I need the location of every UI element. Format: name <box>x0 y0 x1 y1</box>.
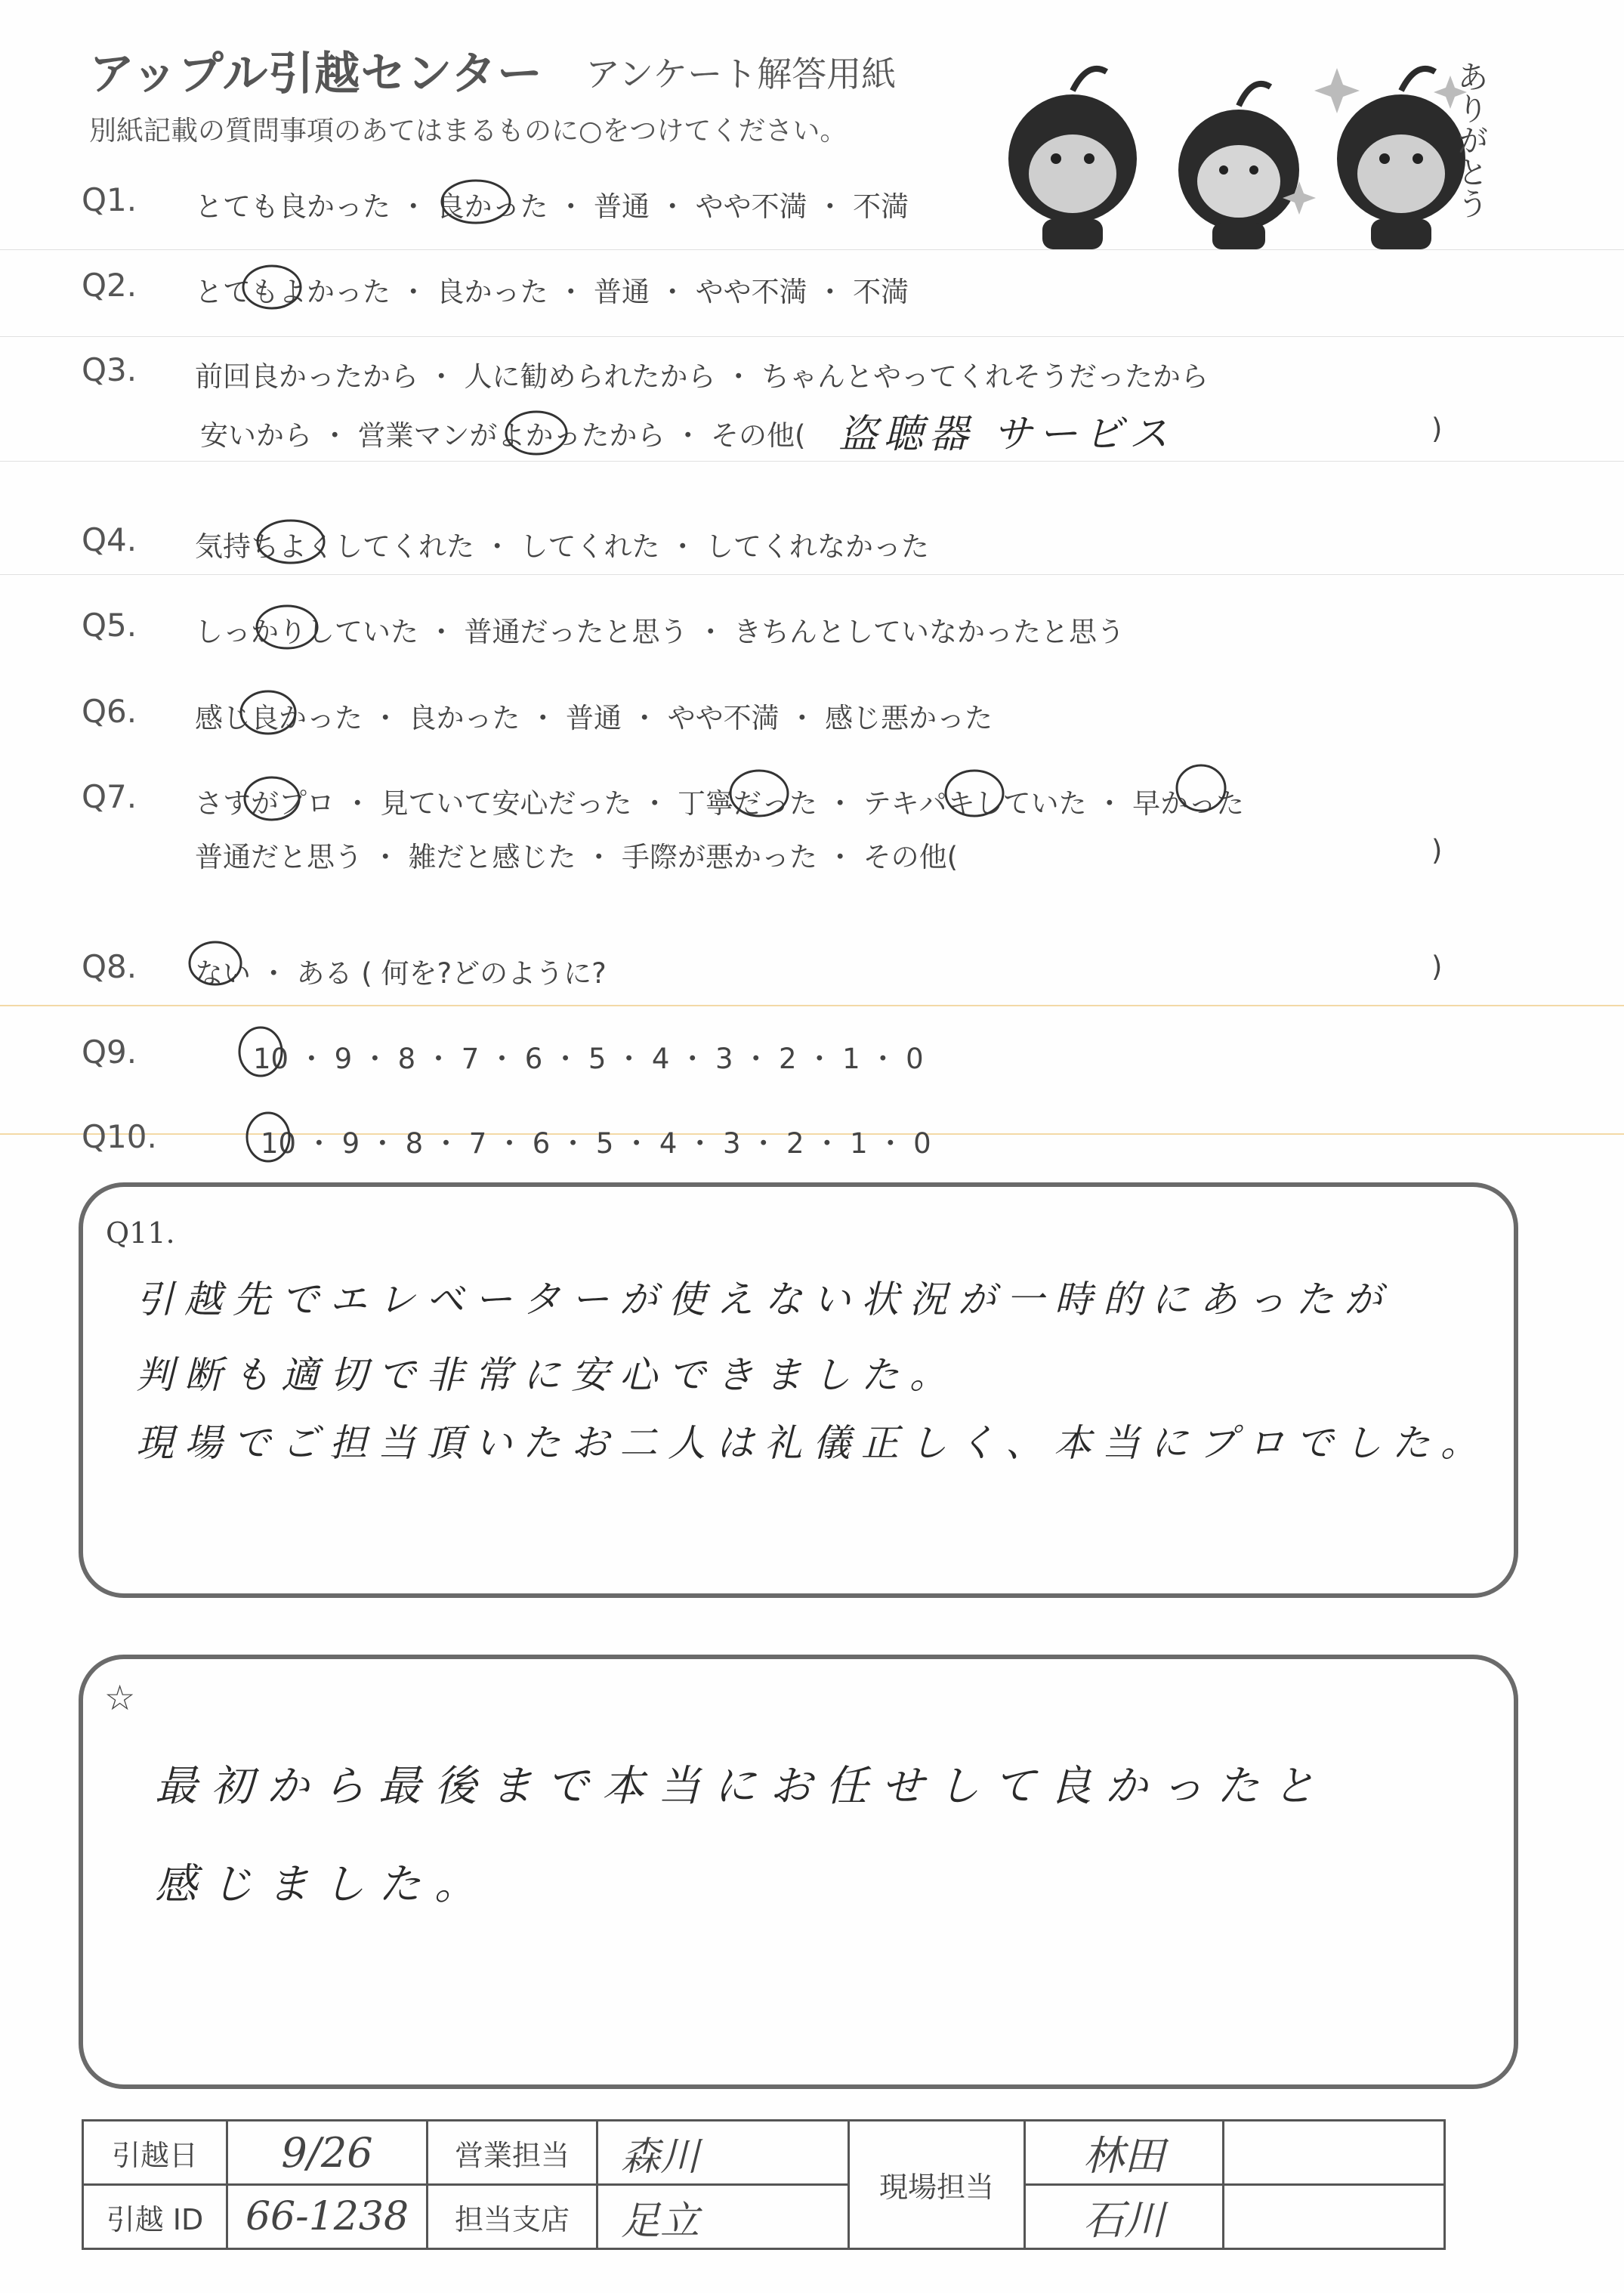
sales-rep-label: 営業担当 <box>428 2121 597 2185</box>
answer-circle-mark <box>434 175 517 228</box>
monkey-icon <box>1008 69 1137 249</box>
q3-label: Q3. <box>82 351 137 388</box>
field-staff-label: 現場担当 <box>849 2121 1025 2249</box>
monkey-icon <box>1178 84 1299 249</box>
q3-other-answer: 盗聴器 サービス <box>838 412 1175 457</box>
q10-options: 10 ・ 9 ・ 8 ・ 7 ・ 6 ・ 5 ・ 4 ・ 3 ・ 2 ・ 1 ・ 0 <box>261 1127 931 1160</box>
monkey-mascots <box>982 45 1496 249</box>
q7-line2: 普通だと思う ・ 雑だと感じた ・ 手際が悪かった ・ その他( <box>195 841 959 873</box>
q4-label: Q4. <box>82 521 137 558</box>
answer-circle-mark <box>238 772 306 825</box>
q11-comment-line-3: 現場でご担当頂いたお二人は礼儀正しく、本当にプロでした。 <box>136 1421 1489 1465</box>
move-info-table <box>82 2119 1446 2250</box>
q2-options: とてもよかった ・ 良かった ・ 普通 ・ やや不満 ・ 不満 <box>195 276 909 308</box>
answer-circle-mark <box>181 937 249 990</box>
branch-value: 足立 <box>597 2185 849 2249</box>
move-id-label: 引越 ID <box>83 2185 227 2249</box>
answer-circle-mark <box>238 261 306 314</box>
answer-circle-mark <box>249 515 332 568</box>
answer-circle-mark <box>230 1021 291 1082</box>
answer-circle-mark <box>1167 759 1235 816</box>
empty-cell <box>1224 2185 1445 2249</box>
q1-label: Q1. <box>82 181 137 218</box>
close-paren: ) <box>1431 413 1443 445</box>
star-icon: ☆ <box>104 1677 136 1718</box>
q9-options: 10 ・ 9 ・ 8 ・ 7 ・ 6 ・ 5 ・ 4 ・ 3 ・ 2 ・ 1 ・ 0 <box>253 1043 924 1075</box>
field-staff-value-2: 石川 <box>1025 2185 1224 2249</box>
thank-you-text: ありがとう <box>1453 60 1490 219</box>
form-subtitle: アンケート解答用紙 <box>585 54 897 94</box>
q10-label: Q10. <box>82 1118 157 1155</box>
q6-options: 感じ良かった ・ 良かった ・ 普通 ・ やや不満 ・ 感じ悪かった <box>195 702 993 734</box>
q6-label: Q6. <box>82 693 137 730</box>
q9-label: Q9. <box>82 1034 137 1071</box>
q7-line1: さすがプロ ・ 見ていて安心だった ・ 丁寧だった ・ テキパキしていた ・ 早かった <box>195 787 1245 820</box>
q11-comment-line-2: 判断も適切で非常に安心できました。 <box>136 1353 958 1397</box>
q5-options: しっかりしていた ・ 普通だったと思う ・ きちんとしていなかったと思う <box>195 616 1125 648</box>
q7-label: Q7. <box>82 778 137 815</box>
close-paren: ) <box>1431 950 1443 983</box>
q11-label: Q11. <box>106 1216 175 1250</box>
answer-circle-mark <box>721 765 797 821</box>
ruled-line <box>0 336 1624 337</box>
ruled-line <box>0 574 1624 575</box>
instruction-text: 別紙記載の質問事項のあてはまるものに○をつけてください。 <box>89 116 848 147</box>
q8-label: Q8. <box>82 948 137 985</box>
ruled-line <box>0 249 1624 250</box>
q1-options: とても良かった ・ 良かった ・ 普通 ・ やや不満 ・ 不満 <box>195 190 909 223</box>
q3-line1: 前回良かったから ・ 人に勧められたから ・ ちゃんとやってくれそうだったから <box>195 360 1209 393</box>
branch-label: 担当支店 <box>428 2185 597 2249</box>
answer-circle-mark <box>249 601 325 654</box>
q3-line2: 安いから ・ 営業マンがよかったから ・ その他( <box>200 419 806 452</box>
q8-options: ない ・ ある ( 何を?どのように? <box>195 957 607 990</box>
star-comment-line-1: 最初から最後まで本当にお任せして良かったと <box>155 1762 1329 1811</box>
move-id-value: 66-1238 <box>227 2185 428 2249</box>
move-date-value: 9/26 <box>227 2121 428 2185</box>
close-paren: ) <box>1431 834 1443 867</box>
answer-circle-mark <box>234 686 302 739</box>
q11-comment-line-1: 引越先でエレベーターが使えない状況が一時的にあったが <box>136 1278 1393 1321</box>
q2-label: Q2. <box>82 267 137 304</box>
q4-options: 気持ちよくしてくれた ・ してくれた ・ してくれなかった <box>195 530 930 563</box>
sales-rep-value: 森川 <box>597 2121 849 2185</box>
answer-circle-mark <box>937 765 1012 821</box>
answer-circle-mark <box>238 1107 298 1167</box>
move-date-label: 引越日 <box>83 2121 227 2185</box>
star-comment-line-2: 感じました。 <box>155 1860 490 1909</box>
company-title: アップル引越センター <box>89 48 543 100</box>
ruled-line <box>0 1005 1624 1006</box>
answer-circle-mark <box>499 406 574 459</box>
ruled-line <box>0 461 1624 462</box>
field-staff-value-1: 林田 <box>1025 2121 1224 2185</box>
q5-label: Q5. <box>82 607 137 644</box>
empty-cell <box>1224 2121 1445 2185</box>
